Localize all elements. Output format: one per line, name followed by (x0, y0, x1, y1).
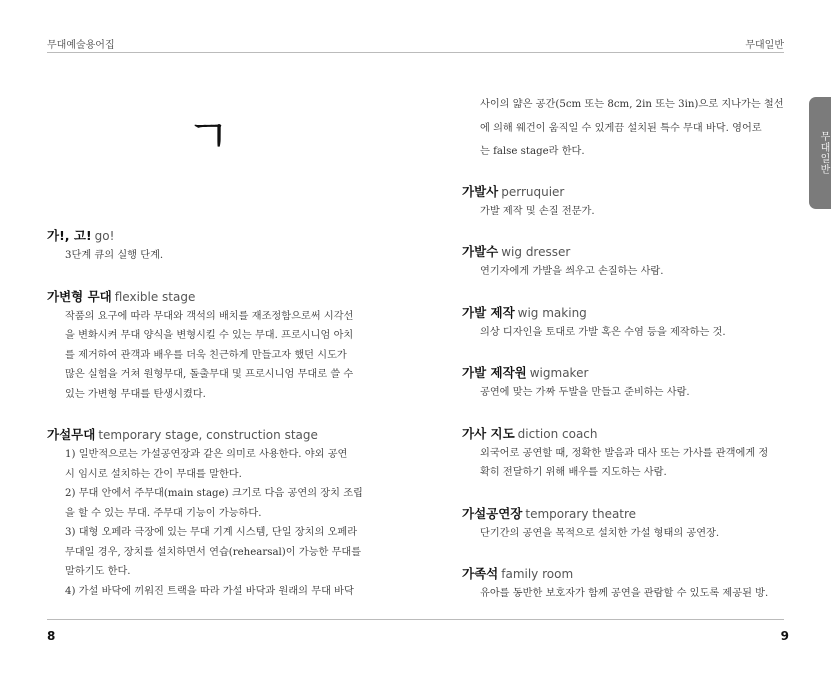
term-english: family room (501, 567, 574, 581)
entry-term (462, 504, 787, 524)
glossary-entry (462, 424, 787, 483)
running-header-right: 무대일반 (745, 40, 784, 51)
term-english: temporary theatre (525, 506, 637, 521)
definition-line: 작품의 요구에 따라 무대와 객석의 배치를 재조정함으로써 시각선 (65, 310, 354, 322)
term-english: diction coach (517, 426, 598, 441)
definition-line: 의상 디자인을 토대로 가발 혹은 수염 등을 제작하는 것. (480, 326, 726, 338)
entry-term (462, 303, 787, 323)
glossary-entry (462, 564, 787, 604)
glossary-entry (462, 242, 787, 282)
glossary-entry (462, 504, 787, 544)
entry-definition (462, 524, 787, 544)
definition-line: 4) 가설 바닥에 끼워진 트랙을 따라 가설 바닥과 원래의 무대 바닥 (65, 585, 354, 597)
definition-line: 를 제거하여 관객과 배우를 더욱 친근하게 만들고자 했던 시도가 (65, 349, 347, 361)
term-korean: 가발수 (462, 244, 499, 259)
definition-line: 있는 가변형 무대를 탄생시켰다. (65, 388, 206, 400)
right-column (462, 93, 787, 625)
entry-term (462, 564, 787, 584)
glossary-entry (47, 425, 372, 601)
definition-line: 확히 전달하기 위해 배우를 지도하는 사람. (480, 467, 667, 478)
entry-term (462, 424, 787, 444)
term-korean: 가설공연장 (462, 505, 523, 521)
definition-line: 2) 무대 안에서 주무대(main stage) 크기로 다음 공연의 장치 조립 (65, 488, 363, 499)
term-korean: 가발사 (462, 183, 499, 199)
definition-line: 사이의 얇은 공간(5cm 또는 8cm, 2in 또는 3in)으로 지나가는 철선 (480, 99, 784, 110)
section-side-tab[interactable] (809, 97, 831, 209)
term-english: temporary stage, construction stage (98, 428, 318, 442)
definition-line: 에 의해 웨건이 움직일 수 있게끔 설치된 특수 무대 바닥. 영어로 (480, 122, 762, 134)
definition-line: 연기자에게 가발을 씌우고 손질하는 사람. (480, 266, 664, 277)
definition-line: 유아를 동반한 보호자가 함께 공연을 관람할 수 있도록 제공된 방. (480, 588, 769, 599)
entry-term (47, 226, 372, 246)
header-rule (47, 52, 784, 53)
term-english: go! (94, 229, 115, 243)
page-number-right: 9 (780, 629, 789, 643)
definition-line: 을 변화시켜 무대 양식을 변형시킬 수 있는 무대. 프로시니엄 아치 (65, 330, 354, 341)
continued-definition (462, 93, 787, 164)
term-korean: 가사 지도 (462, 425, 515, 441)
glossary-entry (462, 303, 787, 343)
definition-line: 단기간의 공연을 목적으로 설치한 가설 형태의 공연장. (480, 527, 720, 539)
entry-definition (462, 323, 787, 343)
entry-definition (47, 307, 372, 405)
definition-line: 3) 대형 오페라 극장에 있는 무대 기계 시스템, 단일 장치의 오페라 (65, 527, 358, 538)
glossary-entry (462, 363, 787, 403)
entry-term (462, 363, 787, 383)
glossary-entry (47, 287, 372, 405)
definition-line: 외국어로 공연할 때, 정확한 발음과 대사 또는 가사를 관객에게 정 (480, 447, 769, 459)
entry-term (462, 182, 787, 202)
definition-line: 말하기도 한다. (65, 566, 131, 577)
entry-term (462, 242, 787, 262)
term-korean: 가변형 무대 (47, 288, 112, 304)
definition-line: 는 false stage라 한다. (480, 146, 585, 157)
term-korean: 가설무대 (47, 427, 96, 442)
page-number-left: 8 (47, 629, 56, 643)
definition-line: 공연에 맞는 가짜 두발을 만들고 준비하는 사람. (480, 387, 690, 398)
entry-definition (462, 383, 787, 403)
definition-line: 시 임시로 설치하는 간이 무대를 말한다. (65, 468, 242, 480)
entry-term (47, 425, 372, 445)
definition-line: 무대일 경우, 장치를 설치하면서 연습(rehearsal)이 가능한 무대를 (65, 546, 362, 558)
term-english: flexible stage (114, 289, 196, 304)
chapter-letter: ㄱ (186, 109, 231, 163)
definition-line: 3단계 큐의 실행 단계. (65, 250, 164, 261)
entry-definition (462, 262, 787, 282)
entry-definition (47, 246, 372, 266)
entry-definition (462, 584, 787, 604)
term-korean: 가족석 (462, 566, 499, 581)
definition-line: 을 할 수 있는 무대. 주무대 기능이 가능하다. (65, 507, 262, 519)
definition-line: 1) 일반적으로는 가설공연장과 같은 의미로 사용한다. 야외 공연 (65, 449, 348, 460)
side-tab-label: 무대일반 (818, 131, 829, 175)
definition-line: 많은 실험을 거쳐 원형무대, 돌출무대 및 프로시니엄 무대로 쓸 수 (65, 369, 354, 380)
footer-rule (47, 619, 784, 620)
glossary-entry (462, 182, 787, 222)
term-english: wigmaker (529, 366, 589, 380)
entry-term (47, 287, 372, 307)
term-korean: 가!, 고! (47, 228, 92, 243)
glossary-entry (47, 226, 372, 266)
left-column (47, 226, 372, 622)
running-header-left: 무대예술용어집 (47, 40, 115, 51)
term-korean: 가발 제작 (462, 304, 515, 320)
entry-definition (462, 444, 787, 483)
term-english: perruquier (501, 184, 565, 199)
entry-definition (462, 202, 787, 222)
term-korean: 가발 제작원 (462, 365, 527, 380)
term-english: wig dresser (501, 245, 571, 259)
entry-definition (47, 445, 372, 601)
term-english: wig making (517, 305, 587, 320)
definition-line: 가발 제작 및 손질 전문가. (480, 205, 595, 217)
